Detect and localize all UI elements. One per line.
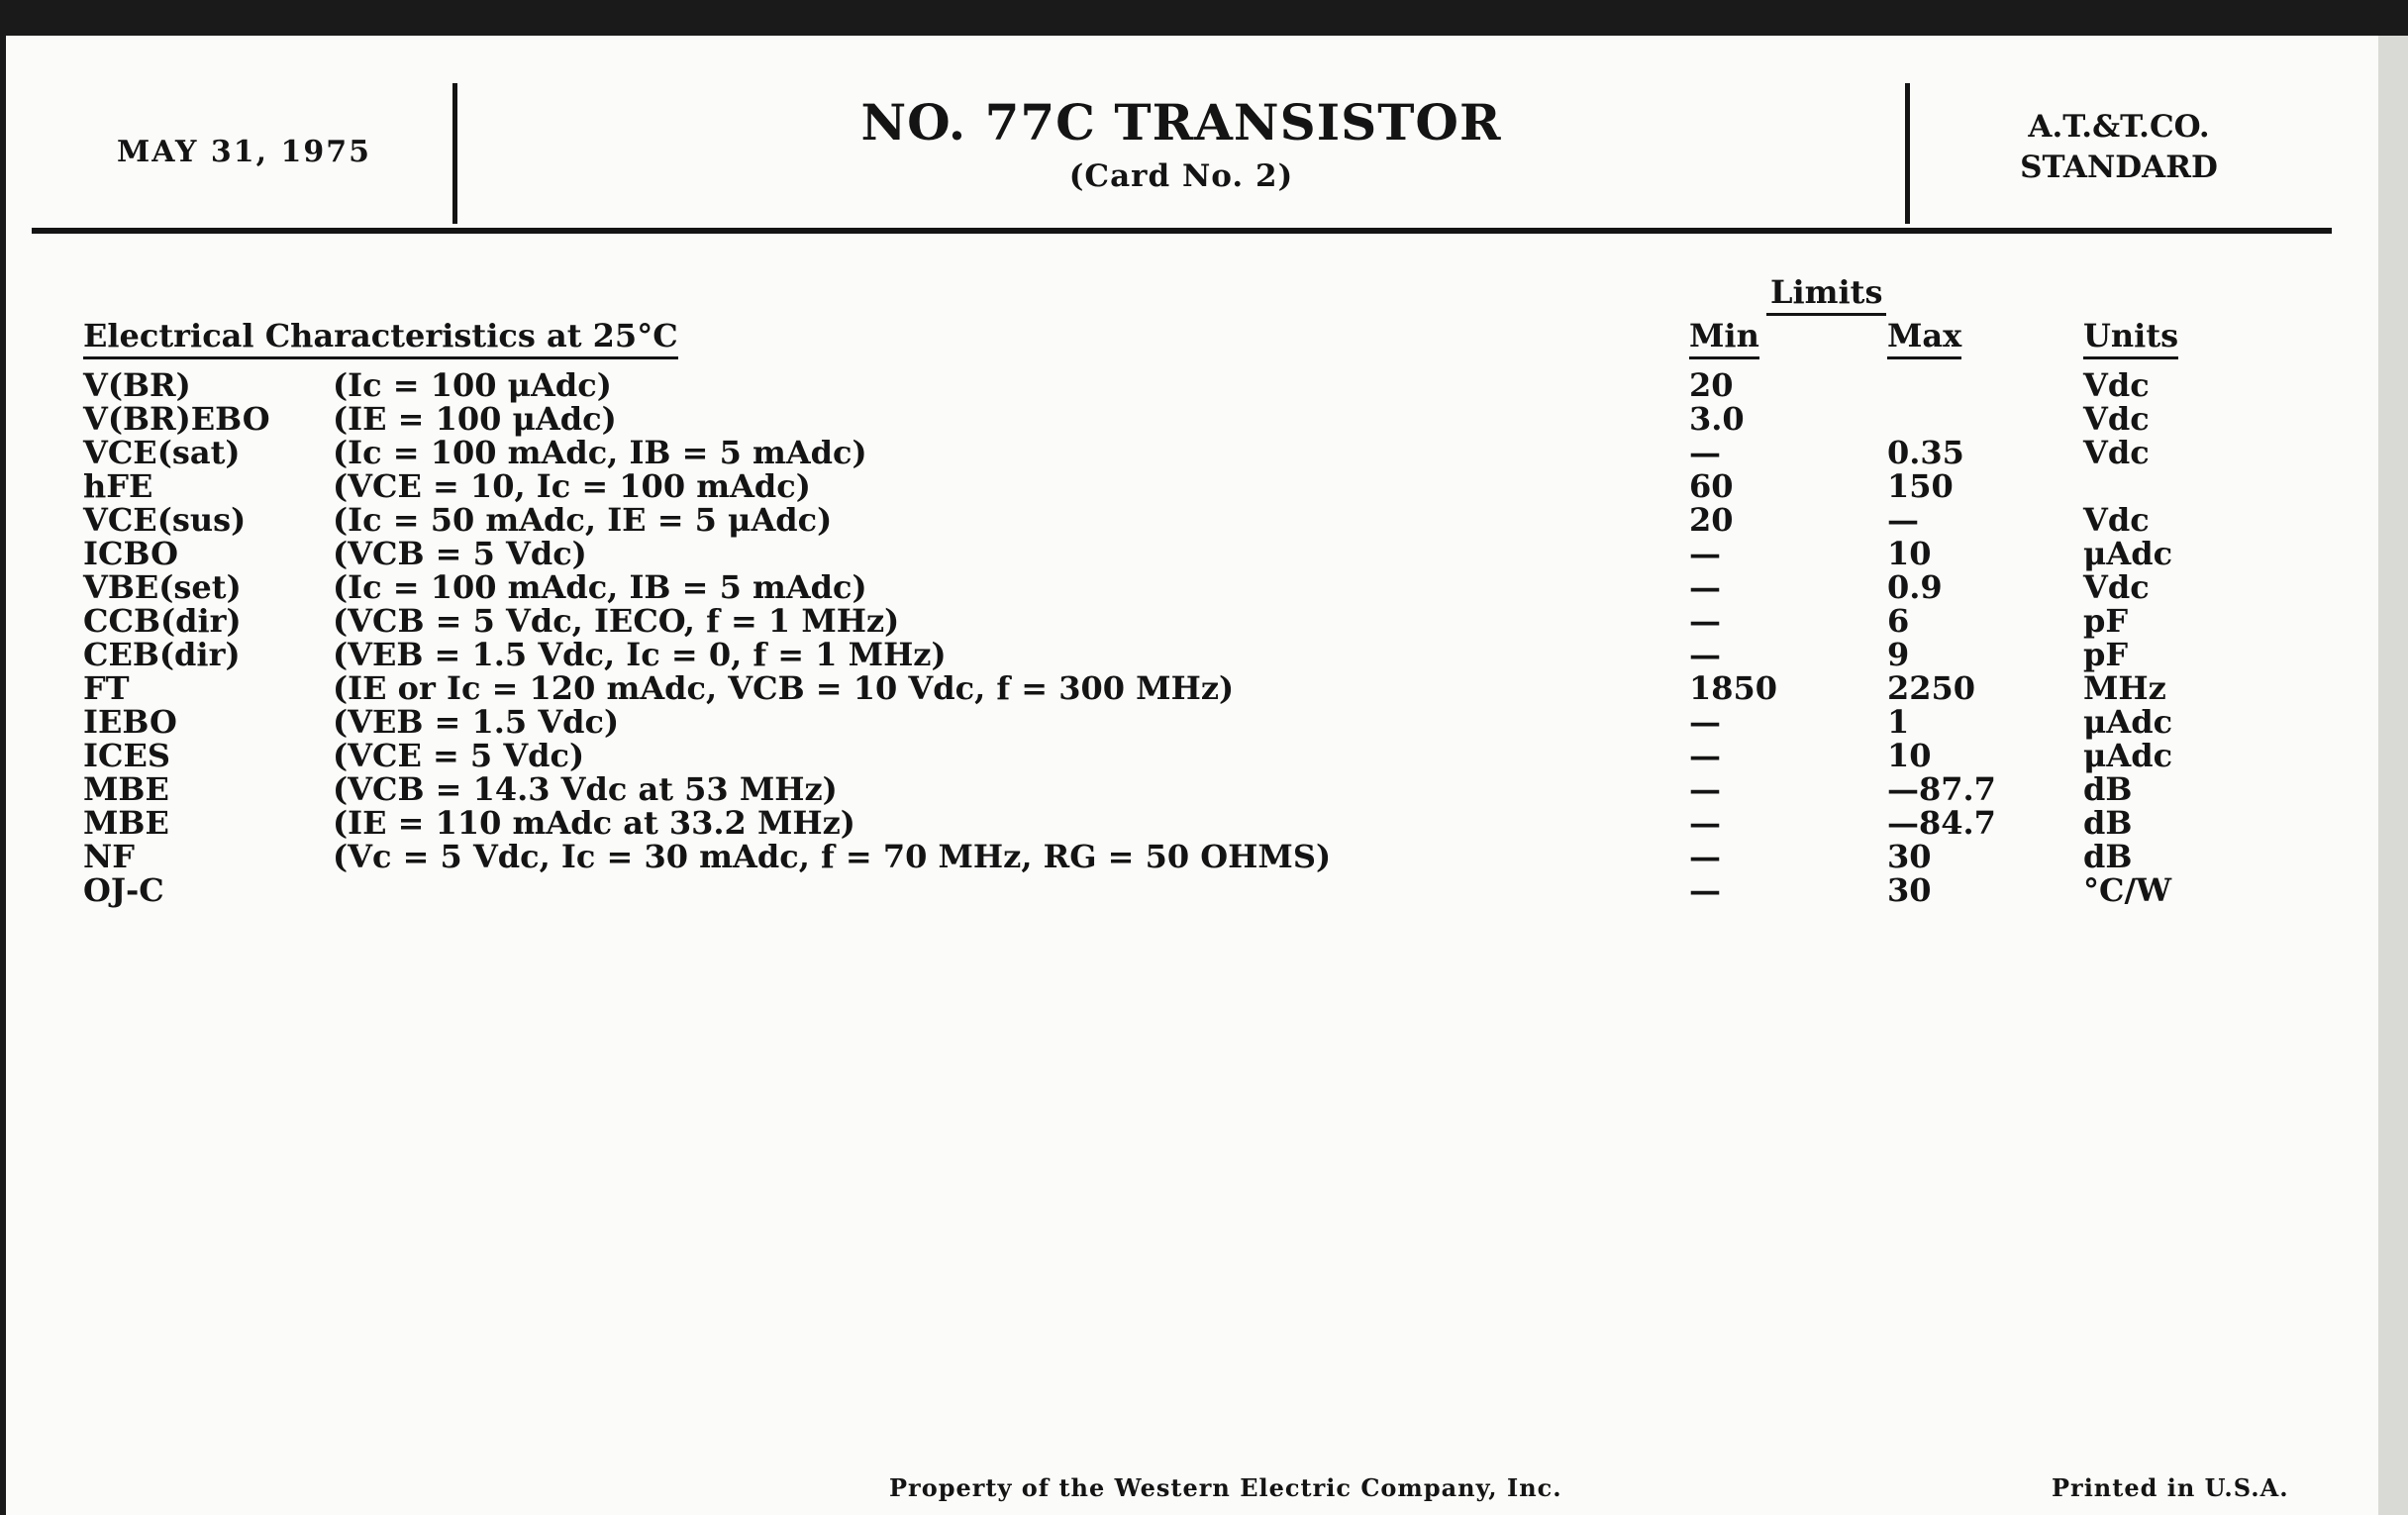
organization-line-2: STANDARD (2020, 150, 2218, 185)
section-title: Electrical Characteristics at 25°C (83, 317, 678, 359)
unit-value: μAdc (2083, 737, 2173, 774)
parameter-symbol: IEBO (83, 703, 177, 741)
test-condition: (VCB = 5 Vdc, IECO, f = 1 MHz) (333, 602, 900, 640)
min-value: — (1689, 703, 1721, 741)
min-value: 1850 (1689, 669, 1778, 707)
parameter-symbol: V(BR) (83, 366, 191, 404)
table-row (0, 638, 2408, 671)
property-notice: Property of the Western Electric Company, Inc. (889, 1473, 1562, 1502)
test-condition: (Ic = 100 mAdc, IB = 5 mAdc) (333, 434, 867, 471)
test-condition: (VCE = 10, Ic = 100 mAdc) (333, 467, 811, 505)
max-value: 0.35 (1887, 434, 1964, 471)
unit-value: dB (2083, 838, 2133, 875)
min-value: 20 (1689, 501, 1734, 539)
min-value: — (1689, 804, 1721, 842)
test-condition: (VCB = 14.3 Vdc at 53 MHz) (333, 770, 838, 808)
table-row (0, 739, 2408, 772)
organization-line-1: A.T.&T.CO. (2028, 109, 2210, 145)
test-condition: (VEB = 1.5 Vdc) (333, 703, 620, 741)
test-condition: (Ic = 100 μAdc) (333, 366, 612, 404)
parameter-symbol: NF (83, 838, 135, 875)
table-row (0, 840, 2408, 873)
column-header-units: Units (2083, 317, 2178, 359)
unit-value: μAdc (2083, 703, 2173, 741)
unit-value: °C/W (2083, 871, 2172, 909)
table-row (0, 436, 2408, 469)
limits-heading: Limits (1766, 273, 1886, 316)
table-row (0, 772, 2408, 806)
max-value: 30 (1887, 871, 1932, 909)
parameter-symbol: MBE (83, 770, 169, 808)
parameter-symbol: VCE(sus) (83, 501, 247, 539)
max-value: 0.9 (1887, 568, 1943, 606)
unit-value: pF (2083, 602, 2129, 640)
parameter-symbol: FT (83, 669, 130, 707)
max-value: 10 (1887, 535, 1932, 572)
unit-value: Vdc (2083, 366, 2150, 404)
unit-value: Vdc (2083, 568, 2150, 606)
max-value: 1 (1887, 703, 1910, 741)
printed-notice: Printed in U.S.A. (2052, 1473, 2289, 1502)
test-condition: (IE = 110 mAdc at 33.2 MHz) (333, 804, 855, 842)
max-value: 10 (1887, 737, 1932, 774)
min-value: — (1689, 568, 1721, 606)
parameter-symbol: VBE(set) (83, 568, 242, 606)
table-row (0, 705, 2408, 739)
header-rule (32, 228, 2332, 234)
parameter-symbol: ICBO (83, 535, 178, 572)
unit-value: Vdc (2083, 434, 2150, 471)
min-value: — (1689, 535, 1721, 572)
max-value: 2250 (1887, 669, 1976, 707)
parameter-symbol: CCB(dir) (83, 602, 242, 640)
test-condition: (Ic = 100 mAdc, IB = 5 mAdc) (333, 568, 867, 606)
parameter-symbol: VCE(sat) (83, 434, 241, 471)
min-value: — (1689, 737, 1721, 774)
parameter-symbol: hFE (83, 467, 153, 505)
min-value: — (1689, 770, 1721, 808)
column-header-min: Min (1689, 317, 1759, 359)
unit-value: Vdc (2083, 400, 2150, 438)
table-row (0, 806, 2408, 840)
card-number: (Card No. 2) (1068, 158, 1294, 194)
max-value: 9 (1887, 636, 1910, 673)
min-value: — (1689, 636, 1721, 673)
max-value: —87.7 (1887, 770, 1996, 808)
document-title: NO. 77C TRANSISTOR (860, 93, 1502, 152)
header-divider-right (1905, 83, 1910, 224)
min-value: 60 (1689, 467, 1734, 505)
test-condition: (VEB = 1.5 Vdc, Ic = 0, f = 1 MHz) (333, 636, 947, 673)
unit-value: μAdc (2083, 535, 2173, 572)
organization (1911, 107, 2327, 188)
unit-value: dB (2083, 770, 2133, 808)
test-condition: (Vc = 5 Vdc, Ic = 30 mAdc, f = 70 MHz, RG = 50 OHMS) (333, 838, 1332, 875)
max-value: 30 (1887, 838, 1932, 875)
parameter-symbol: CEB(dir) (83, 636, 241, 673)
issue-date: MAY 31, 1975 (117, 135, 371, 169)
min-value: 20 (1689, 366, 1734, 404)
test-condition: (IE = 100 μAdc) (333, 400, 617, 438)
parameter-symbol: ICES (83, 737, 170, 774)
unit-value: MHz (2083, 669, 2166, 707)
max-value: 150 (1887, 467, 1954, 505)
table-row (0, 368, 2408, 402)
table-row (0, 537, 2408, 570)
table-row (0, 671, 2408, 705)
unit-value: Vdc (2083, 501, 2150, 539)
table-row (0, 873, 2408, 907)
parameter-symbol: MBE (83, 804, 169, 842)
parameter-symbol: V(BR)EBO (83, 400, 270, 438)
min-value: — (1689, 602, 1721, 640)
max-value: 6 (1887, 602, 1910, 640)
table-row (0, 503, 2408, 537)
unit-value: dB (2083, 804, 2133, 842)
test-condition: (VCB = 5 Vdc) (333, 535, 587, 572)
min-value: — (1689, 434, 1721, 471)
parameter-symbol: OJ-C (83, 871, 164, 909)
test-condition: (VCE = 5 Vdc) (333, 737, 585, 774)
test-condition: (Ic = 50 mAdc, IE = 5 μAdc) (333, 501, 833, 539)
unit-value: pF (2083, 636, 2129, 673)
min-value: 3.0 (1689, 400, 1745, 438)
column-header-max: Max (1887, 317, 1961, 359)
table-row (0, 604, 2408, 638)
table-row (0, 570, 2408, 604)
table-row (0, 469, 2408, 503)
table-row (0, 402, 2408, 436)
max-value: —84.7 (1887, 804, 1996, 842)
min-value: — (1689, 838, 1721, 875)
test-condition: (IE or Ic = 120 mAdc, VCB = 10 Vdc, f = 300 MHz) (333, 669, 1235, 707)
max-value: — (1887, 501, 1919, 539)
min-value: — (1689, 871, 1721, 909)
